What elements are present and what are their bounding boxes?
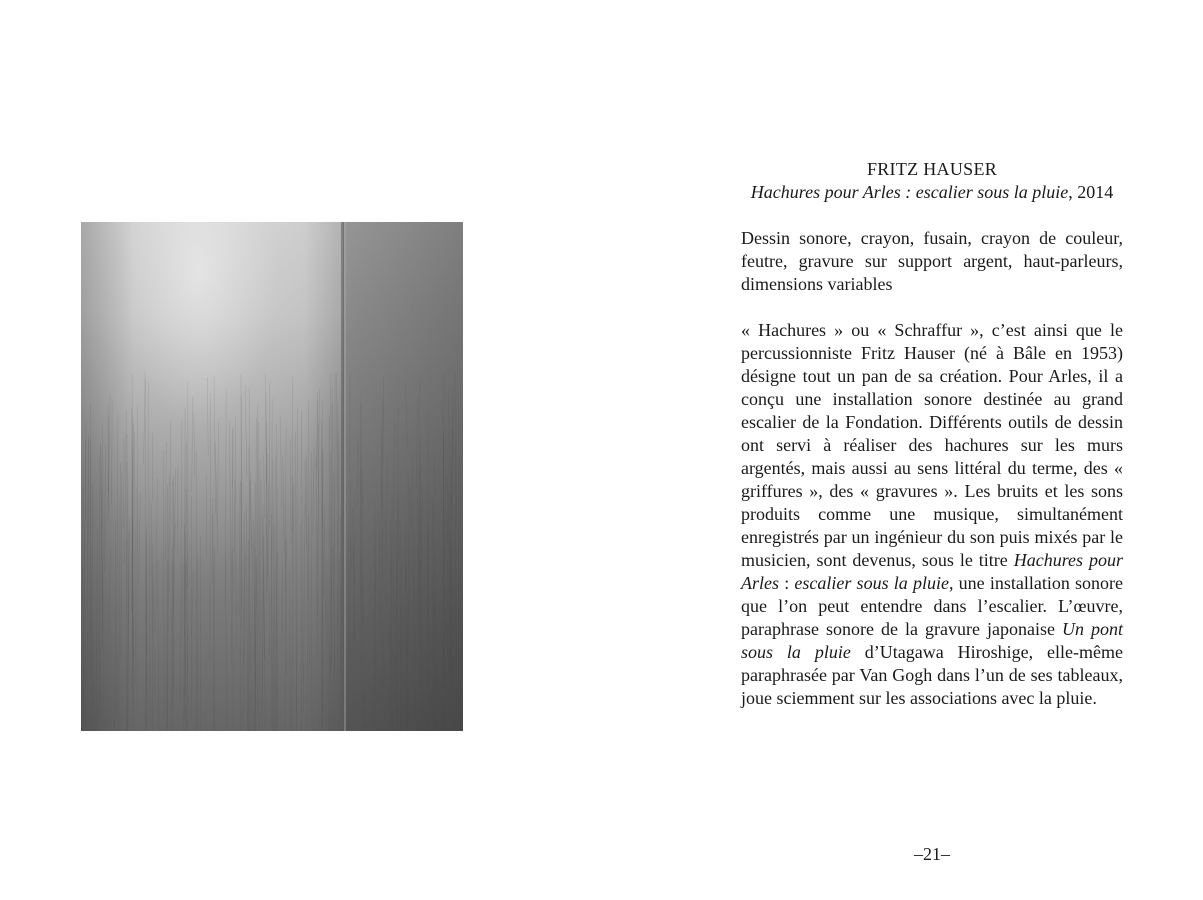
body-part-3: , une installation sonore que l’on peut entendre dans l’escalier. L’œuvre, paraphrase sonore de la gravure japonaise	[741, 573, 1123, 639]
artwork-photo	[81, 222, 463, 731]
work-title	[741, 181, 1123, 204]
body-italic-2: escalier sous la pluie	[794, 573, 949, 593]
body-paragraph	[741, 319, 1123, 710]
page-number: –21–	[914, 844, 950, 864]
body-part-4: d’Utagawa Hiroshige, elle-même paraphrasée par Van Gogh dans l’un de ses tableaux, joue sciemment sur les associations avec la pluie.	[741, 642, 1123, 708]
artist-name: FRITZ HAUSER	[866, 159, 998, 179]
body-italic-1: Hachures pour Arles	[741, 550, 1124, 593]
medium-description: Dessin sonore, crayon, fusain, crayon de couleur, feutre, gravure sur support argent, haut-parleurs, dimensions variables	[741, 228, 1123, 294]
body-part-2: :	[779, 573, 795, 593]
body-part-1: « Hachures » ou « Schraffur », c’est ainsi que le percussionniste Fritz Hauser (né à Bâle en 1953) désigne tout un pan de sa création. Pour Arles, il a conçu une installation sonore destinée au grand escalier de la Fondation. Différents outils de dessin ont servi à réaliser des hachures sur les murs argentés, mais aussi au sens littéral du terme, des « griffures », des « gravures ». Les bruits et les sons produits comme une musique, simultanément enregistrés par un ingénieur du son puis mixés par le musicien, sont devenus, sous le titre	[741, 320, 1123, 570]
work-title-italic: Hachures pour Arles : escalier sous la pluie	[750, 182, 1069, 202]
work-title-year: , 2014	[1068, 182, 1114, 202]
body-italic-3: Un pont sous la pluie	[741, 619, 1124, 662]
silver-wall-image	[81, 222, 463, 731]
text-column	[741, 158, 1123, 710]
